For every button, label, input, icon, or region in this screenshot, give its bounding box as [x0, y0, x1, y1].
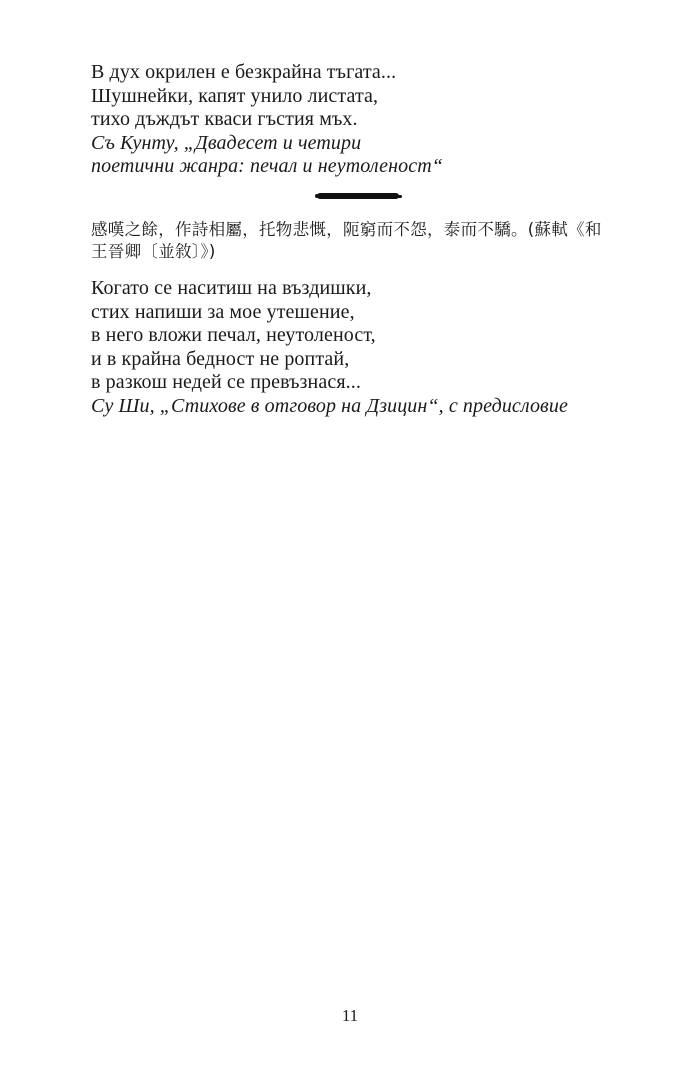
poem-attribution-line: Су Ши, „Стихове в отговор на Дзицин“, с предисловие: [91, 394, 568, 417]
poem-line: стих напиши за мое утешение,: [91, 300, 355, 323]
chinese-quote-line: 王晉卿〔並敘〕》): [91, 242, 216, 261]
poem-line: в него вложи печал, неутоленост,: [91, 324, 376, 346]
poem-line: тихо дъждът кваси гъстия мъх.: [91, 108, 358, 130]
page-number: 11: [341, 1006, 359, 1025]
poem-line: и в крайна бедност не роптай,: [91, 347, 350, 370]
chinese-quote-line: 感嘆之餘，作詩相屬，托物悲慨，阨窮而不怨，泰而不驕。(蘇軾《和: [91, 220, 602, 239]
poem-line: Когато се наситиш на въздишки,: [91, 277, 372, 299]
poem-line: Шушнейки, капят унило листата,: [91, 84, 379, 107]
brush-stroke-divider: [317, 193, 399, 199]
poem-attribution-line: поетични жанра: печал и неутоленост“: [91, 155, 443, 177]
poem-line: в разкош недей се превъзнася...: [91, 371, 361, 393]
poem-attribution-line: Cъ Кунту, „Двадесет и четири: [91, 131, 362, 154]
poem-line: В дух окрилен е безкрайна тъгата...: [91, 61, 397, 83]
epigraph-poem-1: [91, 61, 651, 179]
chinese-quote: [91, 219, 651, 263]
epigraph-poem-2: [91, 277, 651, 418]
